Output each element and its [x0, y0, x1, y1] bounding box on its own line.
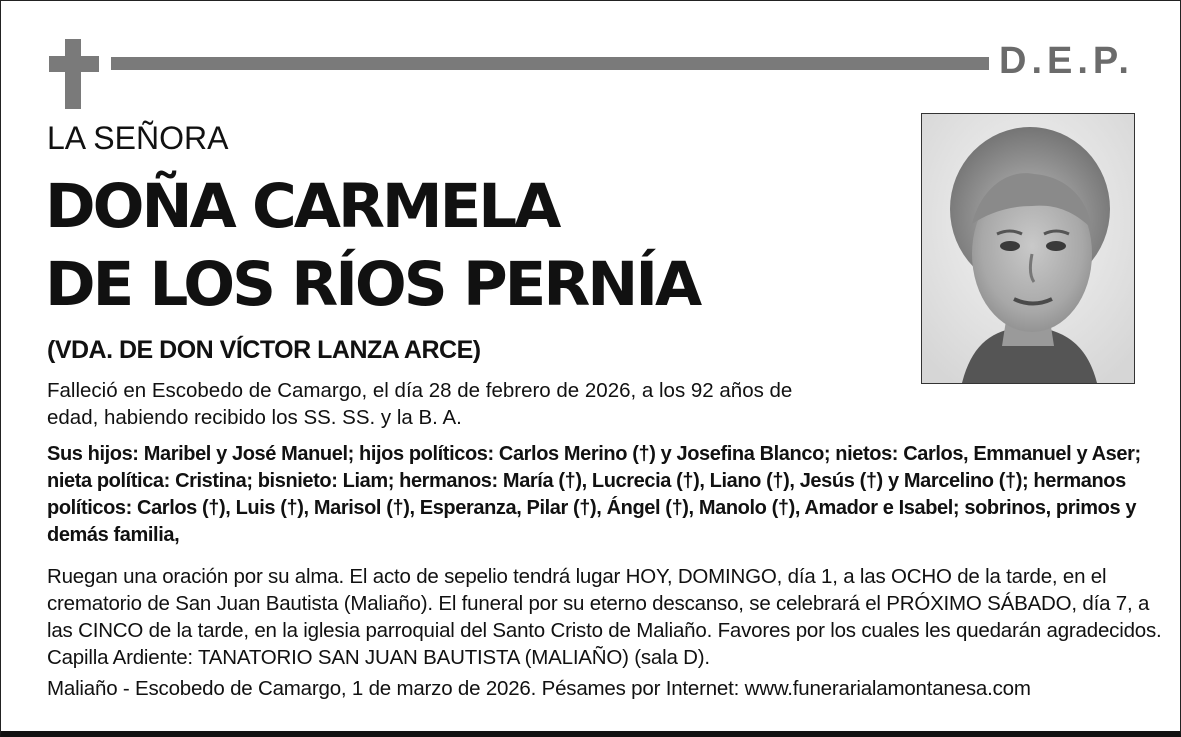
- deceased-name-line1: DOÑA CARMELA: [45, 171, 559, 242]
- cross-icon: [65, 39, 81, 109]
- portrait-photo: [921, 113, 1135, 384]
- death-notice: Falleció en Escobedo de Camargo, el día 28 de febrero de 2026, a los 92 años de edad, habiendo recibido los SS. SS. y la B. A.: [47, 379, 793, 429]
- portrait-image: [922, 114, 1134, 383]
- title-label: LA SEÑORA: [47, 120, 229, 156]
- deceased-name-line2: DE LOS RÍOS PERNÍA: [45, 249, 700, 320]
- widow-line: (VDA. DE DON VÍCTOR LANZA ARCE): [47, 336, 481, 364]
- dep-label: D.E.P.: [999, 40, 1134, 82]
- family-list: Sus hijos: Maribel y José Manuel; hijos políticos: Carlos Merino (†) y Josefina Blanco; nietos: Carlos, Emmanuel y Aser; nieta política: Cristina; bisnieto: Liam; hermanos: María (†), Lucrecia (†), Liano (†), Jesús (†) y Marcelino (†); hermanos políticos: Carlos (†), Luis (†), Marisol (†), Esperanza, Pilar (†), Ángel (†), Manolo (†), Amador e Isabel; sobrinos, primos y demás familia,: [47, 443, 1141, 546]
- header-rule: [111, 57, 989, 70]
- cross-icon-bar: [49, 56, 99, 72]
- footer-line: Maliaño - Escobedo de Camargo, 1 de marzo de 2026. Pésames por Internet: www.funerarialamontanesa.com: [47, 677, 1031, 700]
- ceremony-details: Ruegan una oración por su alma. El acto de sepelio tendrá lugar HOY, DOMINGO, día 1, a las OCHO de la tarde, en el crematorio de San Juan Bautista (Maliaño). El funeral por su eterno descanso, se celebrará el PRÓXIMO SÁBADO, día 7, a las CINCO de la tarde, en la iglesia parroquial del Santo Cristo de Maliaño. Favores por los cuales les quedarán agradecidos. Capilla Ardiente: TANATORIO SAN JUAN BAUTISTA (MALIAÑO) (sala D).: [47, 565, 1162, 669]
